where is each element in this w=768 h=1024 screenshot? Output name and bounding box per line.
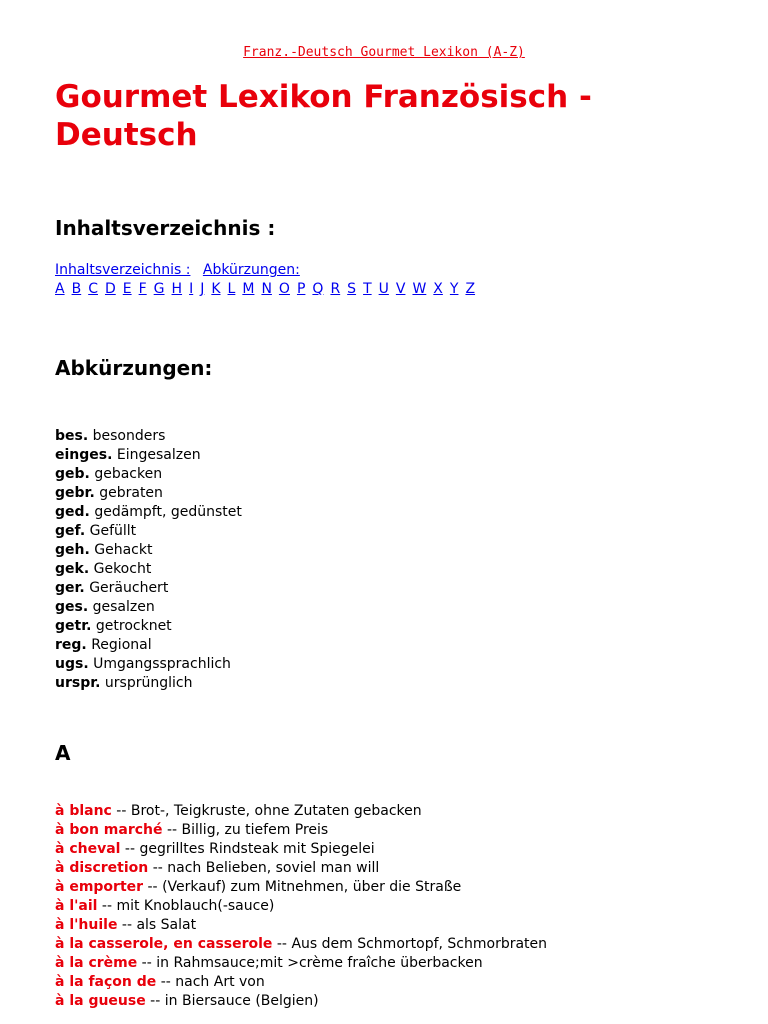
- abbreviation-term: einges.: [55, 447, 113, 463]
- abbreviation-term: gef.: [55, 523, 86, 539]
- abbreviation-item: [55, 446, 242, 465]
- abbreviation-term: urspr.: [55, 675, 101, 691]
- entry-term: à la façon de: [55, 974, 157, 990]
- glossary-entry: à emporter -- (Verkauf) zum Mitnehmen, über die Straße: [55, 879, 462, 895]
- abbreviation-meaning: Regional: [91, 637, 152, 653]
- abbreviation-item: [55, 598, 242, 617]
- entry-term: à l'huile: [55, 917, 118, 933]
- letter-link-q[interactable]: Q: [312, 281, 324, 297]
- letter-link-v[interactable]: V: [395, 281, 406, 297]
- abbreviation-meaning: Eingesalzen: [116, 447, 201, 463]
- abbreviation-item: [55, 541, 242, 560]
- letter-link-k[interactable]: K: [211, 281, 221, 297]
- top-title-link[interactable]: Franz.-Deutsch Gourmet Lexikon (A-Z): [243, 45, 525, 60]
- letter-link-a[interactable]: A: [55, 281, 65, 297]
- letter-link-l[interactable]: L: [227, 281, 236, 297]
- letter-link-d[interactable]: D: [104, 281, 116, 297]
- abbreviation-term: getr.: [55, 618, 92, 634]
- page-title: Gourmet Lexikon Französisch - Deutsch: [55, 79, 592, 153]
- abbreviation-term: bes.: [55, 428, 89, 444]
- letter-link-f[interactable]: F: [138, 281, 147, 297]
- glossary-entry: à cheval -- gegrilltes Rindsteak mit Spiegelei: [55, 841, 375, 857]
- abbreviation-meaning: Umgangssprachlich: [93, 656, 231, 672]
- toc-links: [55, 261, 482, 299]
- entry-term: à l'ail: [55, 898, 98, 914]
- abbreviation-term: ges.: [55, 599, 89, 615]
- letter-link-r[interactable]: R: [330, 281, 341, 297]
- glossary-entry: à discretion -- nach Belieben, soviel man will: [55, 860, 380, 876]
- glossary-entry: à l'ail -- mit Knoblauch(-sauce): [55, 898, 275, 914]
- abbreviation-item: [55, 617, 242, 636]
- abbreviation-item: [55, 427, 242, 446]
- letter-link-t[interactable]: T: [363, 281, 372, 297]
- abbreviation-meaning: Geräuchert: [89, 580, 169, 596]
- entry-definition: in Biersauce (Belgien): [164, 993, 319, 1009]
- entry-definition: gegrilltes Rindsteak mit Spiegelei: [139, 841, 375, 857]
- abbreviation-meaning: gebraten: [99, 485, 163, 501]
- abbreviation-meaning: besonders: [92, 428, 166, 444]
- letter-link-w[interactable]: W: [412, 281, 427, 297]
- section-a-heading: A: [55, 741, 71, 765]
- abbreviation-meaning: gedämpft, gedünstet: [94, 504, 242, 520]
- abbreviation-item: [55, 465, 242, 484]
- letter-link-g[interactable]: G: [153, 281, 165, 297]
- abbreviation-term: gebr.: [55, 485, 95, 501]
- abbreviation-list: [55, 427, 242, 693]
- letter-link-h[interactable]: H: [171, 281, 183, 297]
- entry-definition: Billig, zu tiefem Preis: [181, 822, 329, 838]
- abbreviation-item: [55, 484, 242, 503]
- glossary-entry: à l'huile -- als Salat: [55, 917, 197, 933]
- glossary-entries: [55, 802, 755, 1011]
- letter-link-b[interactable]: B: [71, 281, 82, 297]
- glossary-entry: à la gueuse -- in Biersauce (Belgien): [55, 993, 319, 1009]
- entry-definition: mit Knoblauch(-sauce): [116, 898, 275, 914]
- abbreviation-item: [55, 579, 242, 598]
- entry-term: à cheval: [55, 841, 121, 857]
- abbreviations-heading: Abkürzungen:: [55, 356, 213, 380]
- abbreviation-meaning: getrocknet: [95, 618, 172, 634]
- entry-term: à bon marché: [55, 822, 163, 838]
- letter-link-e[interactable]: E: [122, 281, 132, 297]
- abbreviation-term: geh.: [55, 542, 90, 558]
- entry-term: à emporter: [55, 879, 144, 895]
- entry-definition: (Verkauf) zum Mitnehmen, über die Straße: [162, 879, 462, 895]
- letter-link-i[interactable]: I: [189, 281, 194, 297]
- letter-link-x[interactable]: X: [433, 281, 443, 297]
- entry-term: à blanc: [55, 803, 112, 819]
- letter-link-s[interactable]: S: [347, 281, 357, 297]
- glossary-entry: à la casserole, en casserole -- Aus dem Schmortopf, Schmorbraten: [55, 936, 548, 952]
- glossary-entry: à la crème -- in Rahmsauce;mit >crème fraîche überbacken: [55, 955, 483, 971]
- entry-definition: nach Art von: [175, 974, 265, 990]
- entry-term: à discretion: [55, 860, 149, 876]
- letter-link-o[interactable]: O: [278, 281, 290, 297]
- abbreviation-item: [55, 655, 242, 674]
- abbreviation-term: reg.: [55, 637, 87, 653]
- abbreviation-meaning: gebacken: [94, 466, 163, 482]
- abbreviation-meaning: Gehackt: [94, 542, 153, 558]
- entry-definition: in Rahmsauce;mit >crème fraîche überbacken: [156, 955, 483, 971]
- letter-link-z[interactable]: Z: [465, 281, 476, 297]
- letter-link-y[interactable]: Y: [449, 281, 459, 297]
- abbreviation-meaning: Gefüllt: [89, 523, 137, 539]
- entry-definition: Brot-, Teigkruste, ohne Zutaten gebacken: [130, 803, 422, 819]
- abbreviation-meaning: Gekocht: [93, 561, 152, 577]
- entry-definition: nach Belieben, soviel man will: [167, 860, 380, 876]
- entry-definition: Aus dem Schmortopf, Schmorbraten: [291, 936, 548, 952]
- abbreviation-meaning: gesalzen: [92, 599, 155, 615]
- letter-link-j[interactable]: J: [200, 281, 205, 297]
- toc-link-abbreviations[interactable]: Abkürzungen:: [202, 262, 300, 278]
- abbreviation-item: [55, 522, 242, 541]
- abbreviation-term: ged.: [55, 504, 90, 520]
- abbreviation-item: [55, 636, 242, 655]
- entry-term: à la casserole, en casserole: [55, 936, 273, 952]
- glossary-entry: à la façon de -- nach Art von: [55, 974, 265, 990]
- letter-link-c[interactable]: C: [88, 281, 98, 297]
- letter-link-n[interactable]: N: [261, 281, 272, 297]
- entry-definition: als Salat: [136, 917, 197, 933]
- abbreviation-item: [55, 674, 242, 693]
- abbreviation-item: [55, 503, 242, 522]
- letter-link-p[interactable]: P: [296, 281, 306, 297]
- letter-link-u[interactable]: U: [378, 281, 389, 297]
- toc-heading: Inhaltsverzeichnis :: [55, 216, 276, 240]
- toc-link-contents[interactable]: Inhaltsverzeichnis :: [55, 262, 191, 278]
- entry-term: à la gueuse: [55, 993, 146, 1009]
- glossary-entry: à blanc -- Brot-, Teigkruste, ohne Zutaten gebacken: [55, 803, 422, 819]
- abbreviation-meaning: ursprünglich: [104, 675, 193, 691]
- abbreviation-term: gek.: [55, 561, 90, 577]
- abbreviation-item: [55, 560, 242, 579]
- glossary-entry: à bon marché -- Billig, zu tiefem Preis: [55, 822, 329, 838]
- abbreviation-term: ger.: [55, 580, 85, 596]
- abbreviation-term: ugs.: [55, 656, 89, 672]
- letter-link-m[interactable]: M: [242, 281, 255, 297]
- abbreviation-term: geb.: [55, 466, 90, 482]
- entry-term: à la crème: [55, 955, 138, 971]
- letter-index: [55, 280, 482, 299]
